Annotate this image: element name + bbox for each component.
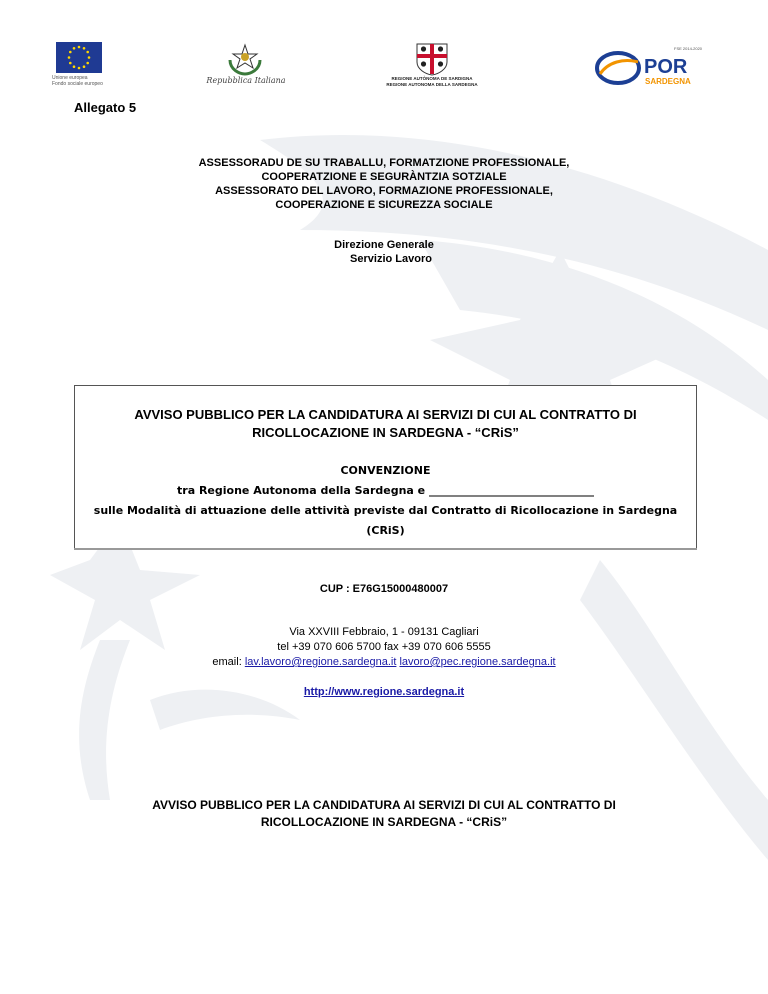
convenzione-acronym: (CRiS) xyxy=(366,524,405,537)
regione-caption-line1: REGIONE AUTÒNOMA DE SARDIGNA xyxy=(391,76,473,81)
footer-title xyxy=(100,797,668,831)
direzione-line1: Direzione Generale xyxy=(334,239,434,251)
convenzione-heading: CONVENZIONE xyxy=(340,464,431,477)
eu-logo-caption xyxy=(52,75,112,87)
convenzione-subject: sulle Modalità di attuazione delle attività previste dal Contratto di Ricollocazione in Sardegna xyxy=(93,504,678,517)
assessorato-heading xyxy=(100,156,668,212)
avviso-title xyxy=(75,406,696,442)
eu-flag-icon xyxy=(56,42,102,73)
heading-line1: ASSESSORADU DE SU TRABALLU, FORMATZIONE PROFESSIONALE, xyxy=(198,157,570,169)
italian-emblem-icon xyxy=(226,40,264,76)
repubblica-caption: Repubblica Italiana xyxy=(206,76,286,85)
email-link-lavoro[interactable]: lav.lavoro@regione.sardegna.it xyxy=(244,656,397,668)
convenzione-text xyxy=(75,461,696,541)
heading-line4: COOPERAZIONE E SICUREZZA SOCIALE xyxy=(275,199,493,211)
eu-caption-line1: Unione europea xyxy=(52,75,88,81)
contact-address xyxy=(100,625,668,670)
por-logo-main-text: POR xyxy=(644,56,688,78)
por-sardegna-logo-icon xyxy=(594,44,706,90)
footer-title-line1: AVVISO PUBBLICO PER LA CANDIDATURA AI SERVIZI DI CUI AL CONTRATTO DI xyxy=(152,798,616,812)
por-logo-top-text: FSE 2014-2020 xyxy=(674,46,703,51)
regione-caption xyxy=(380,76,484,87)
allegato-label: Allegato 5 xyxy=(74,100,137,115)
address-line: Via XXVIII Febbraio, 1 - 09131 Cagliari xyxy=(289,626,479,638)
phone-fax-line: tel +39 070 606 5700 fax +39 070 606 5555 xyxy=(277,641,491,653)
heading-line2: COOPERATZIONE E SEGURÀNTZIA SOTZIALE xyxy=(261,171,507,183)
heading-line3: ASSESSORATO DEL LAVORO, FORMAZIONE PROFESSIONALE, xyxy=(215,185,553,197)
avviso-title-line1: AVVISO PUBBLICO PER LA CANDIDATURA AI SERVIZI DI CUI AL CONTRATTO DI xyxy=(134,407,637,422)
por-logo-sub-text: SARDEGNA xyxy=(645,77,691,86)
regione-caption-line2: REGIONE AUTONOMA DELLA SARDEGNA xyxy=(386,81,478,87)
cup-code: CUP : E76G15000480007 xyxy=(319,583,449,595)
convenzione-parties: tra Regione Autonoma della Sardegna e ______________________________ xyxy=(177,484,594,497)
website-link[interactable]: http://www.regione.sardegna.it xyxy=(303,686,465,698)
direzione-block xyxy=(100,238,668,266)
avviso-title-line2: RICOLLOCAZIONE IN SARDEGNA - “CRiS” xyxy=(252,425,519,440)
email-line xyxy=(100,655,668,670)
email-label: email: xyxy=(212,656,245,668)
direzione-line2: Servizio Lavoro xyxy=(350,253,432,265)
title-box xyxy=(74,385,697,549)
footer-title-line2: RICOLLOCAZIONE IN SARDEGNA - “CRiS” xyxy=(260,815,508,829)
website-line xyxy=(100,686,668,698)
eu-caption-line2: Fondo sociale europeo xyxy=(52,81,103,87)
email-link-pec[interactable]: lavoro@pec.regione.sardegna.it xyxy=(399,656,556,668)
sardinia-four-moors-icon xyxy=(412,38,452,76)
box-shadow-line xyxy=(74,548,697,550)
